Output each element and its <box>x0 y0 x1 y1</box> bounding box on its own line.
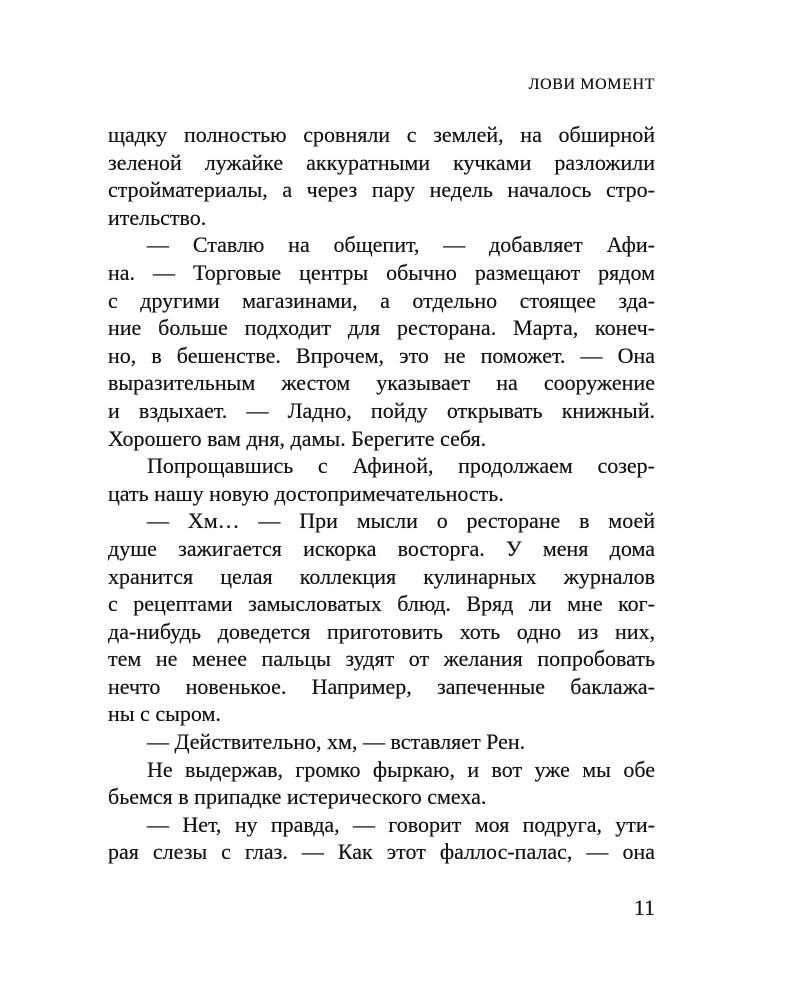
page-number: 11 <box>633 895 655 920</box>
text-line: стройматериалы, а через пару недель началось стро- <box>108 177 655 203</box>
text-line: бьемся в припадке истерического смеха. <box>108 784 487 810</box>
text-line: ительство. <box>108 204 207 230</box>
text-line: цать нашу новую достопримечательность. <box>108 480 504 506</box>
text-line: зеленой лужайке аккуратными кучками разложили <box>108 149 655 175</box>
text-line: Не выдержав, громко фыркаю, и вот уже мы обе <box>147 756 655 782</box>
text-line: рая слезы с глаз. — Как этот фаллос-палас, — она <box>108 839 655 865</box>
paragraph <box>108 452 655 507</box>
text-line: выразительным жестом указывает на сооружение <box>108 370 655 396</box>
text-line: — Ставлю на общепит, — добавляет Афи- <box>147 232 655 258</box>
paragraph <box>108 728 655 756</box>
text-line: с рецептами замысловатых блюд. Вряд ли мне ког- <box>108 591 655 617</box>
paragraph <box>108 507 655 728</box>
text-line: ние больше подходит для ресторана. Марта, конеч- <box>108 315 655 341</box>
text-line: — Действительно, хм, — вставляет Рен. <box>147 729 526 755</box>
text-line: но, в бешенстве. Впрочем, это не поможет. — Она <box>108 342 655 368</box>
paragraph <box>108 121 655 231</box>
text-line: щадку полностью сровняли с землей, на обширной <box>108 122 655 147</box>
text-line: Попрощавшись с Афиной, продолжаем созер- <box>147 453 655 479</box>
text-line: тем не менее пальцы зудят от желания попробовать <box>108 646 655 672</box>
text-line: нечто новенькое. Например, запеченные баклажа- <box>108 673 655 699</box>
body-text <box>108 121 655 866</box>
text-line: на. — Торговые центры обычно размещают рядом <box>108 259 655 285</box>
running-title: ЛОВИ МОМЕНТ <box>528 76 655 93</box>
paragraph <box>108 756 655 811</box>
text-line: ны с сыром. <box>108 701 221 727</box>
text-line: душе зажигается искорка восторга. У меня дома <box>108 535 655 561</box>
text-line: — Хм… — При мысли о ресторане в моей <box>147 508 655 534</box>
text-line: хранится целая коллекция кулинарных журналов <box>108 563 655 589</box>
text-line: и вздыхает. — Ладно, пойду открывать книжный. <box>108 397 655 423</box>
text-line: с другими магазинами, а отдельно стоящее зда- <box>108 287 655 313</box>
paragraph <box>108 811 655 866</box>
text-line: Хорошего вам дня, дамы. Берегите себя. <box>108 425 487 451</box>
paragraph <box>108 231 655 452</box>
text-line: — Нет, ну правда, — говорит моя подруга, ути- <box>147 811 655 837</box>
text-line: да-нибудь доведется приготовить хоть одно из них, <box>108 618 655 644</box>
